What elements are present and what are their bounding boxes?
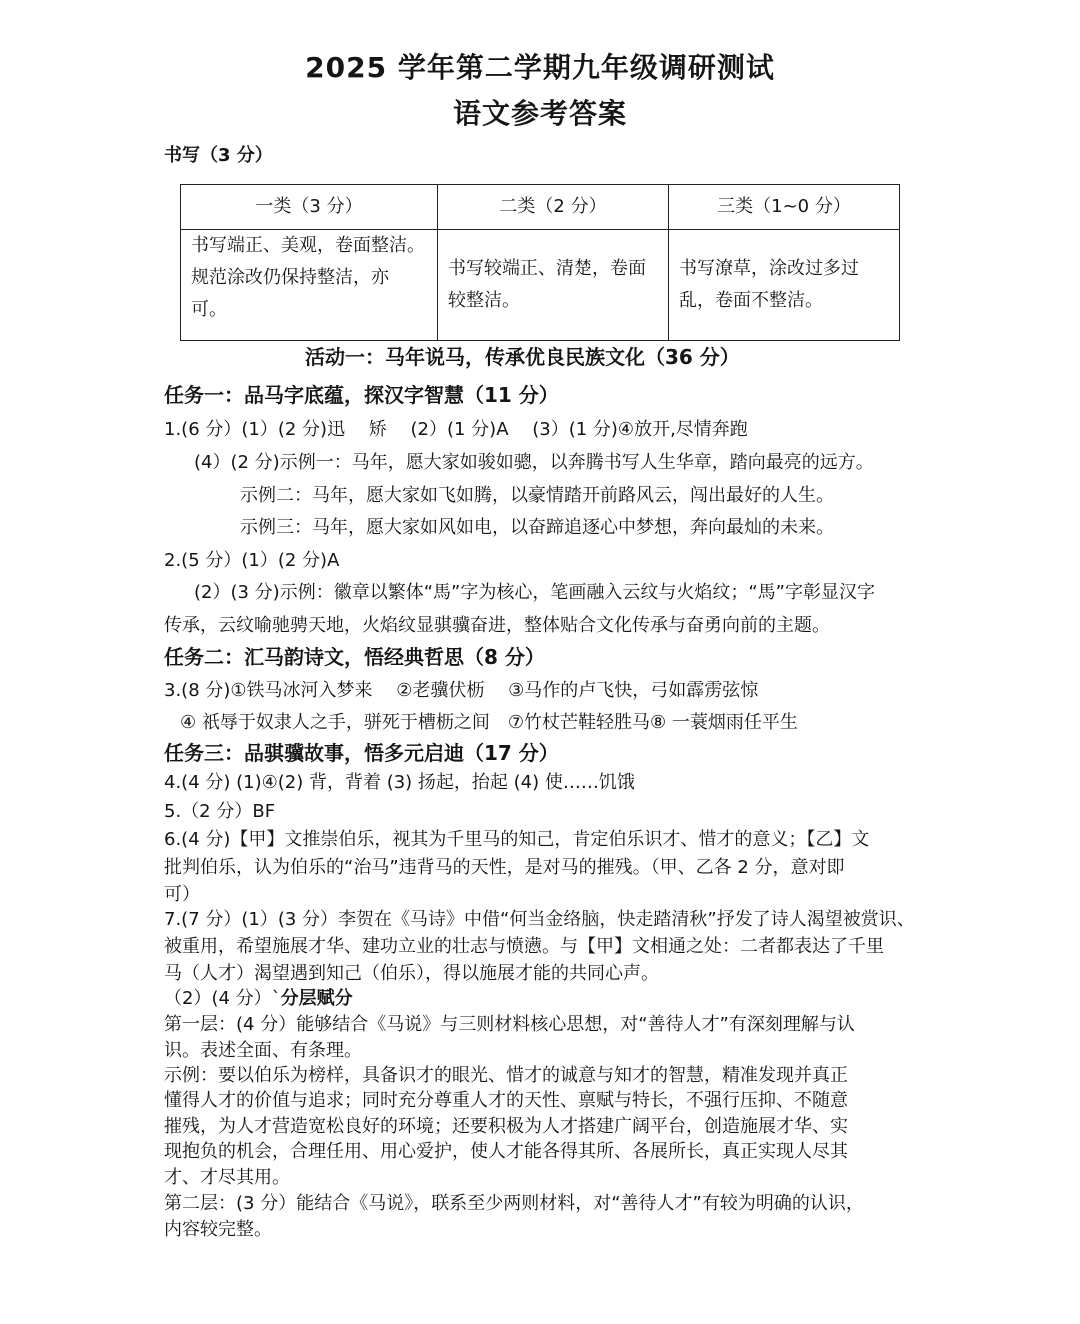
example-line: 懂得人才的价值与追求；同时充分尊重人才的天性、禀赋与特长，不强行压抑、不随意 xyxy=(164,1090,848,1111)
column-header: 一类（3 分） xyxy=(181,185,438,230)
cell-line: 可。 xyxy=(191,299,227,320)
q4-line: 4.(4 分) (1)④(2) 背，背着 (3) 扬起，抬起 (4) 使……饥饿 xyxy=(164,772,635,793)
column-header: 三类（1~0 分） xyxy=(669,185,900,230)
task1-title: 任务一：品马字底蕴，探汉字智慧（11 分） xyxy=(164,383,559,407)
example-line: 现抱负的机会，合理任用、用心爱护，使人才能各得其所、各展所长，真正实现人尽其 xyxy=(164,1141,848,1162)
cell-line: 书写潦草，涂改过多过 xyxy=(679,258,859,279)
q6-line: 批判伯乐，认为伯乐的“治马”违背马的天性，是对马的摧残。（甲、乙各 2 分，意对即 xyxy=(164,857,845,878)
q7-line: 马（人才）渴望遇到知己（伯乐），得以施展才能的共同心声。 xyxy=(164,963,659,984)
table-row xyxy=(181,230,900,341)
q3-line: 3.(8 分)①铁马冰河入梦来 ②老骥伏枥 ③马作的卢飞快，弓如霹雳弦惊 xyxy=(164,680,759,701)
q1-line: (4）(2 分)示例一：马年，愿大家如骏如骢，以奔腾书写人生华章，踏向最亮的远方。 xyxy=(194,452,874,473)
page-subtitle: 语文参考答案 xyxy=(452,97,627,130)
writing-heading: 书写（3 分） xyxy=(164,145,273,166)
q6-line: 可） xyxy=(164,884,200,905)
q1-line: 1.(6 分）(1）(2 分)迅 矫 (2）(1 分)A (3）(1 分)④放开,尽情奔跑 xyxy=(164,419,748,440)
cell-line: 较整洁。 xyxy=(448,290,520,311)
criteria-cell-1 xyxy=(181,230,438,341)
cell-line: 乱，卷面不整洁。 xyxy=(679,290,823,311)
q2-line: (2）(3 分)示例：徽章以繁体“馬”字为核心，笔画融入云纹与火焰纹；“馬”字彰显汉字 xyxy=(194,582,875,603)
q1-line: 示例三：马年，愿大家如风如电，以奋蹄追逐心中梦想，奔向最灿的未来。 xyxy=(240,517,834,538)
layer2-line: 内容较完整。 xyxy=(164,1219,272,1240)
layer1-line: 第一层：(4 分）能够结合《马说》与三则材料核心思想，对“善待人才”有深刻理解与认 xyxy=(164,1014,855,1035)
task2-title: 任务二：汇马韵诗文，悟经典哲思（8 分） xyxy=(164,645,545,669)
activity-title: 活动一：马年说马，传承优良民族文化（36 分） xyxy=(305,345,740,369)
column-header: 二类（2 分） xyxy=(438,185,669,230)
layer2-line: 第二层：(3 分）能结合《马说》，联系至少两则材料，对“善待人才”有较为明确的认识， xyxy=(164,1193,864,1214)
example-line: 示例：要以伯乐为榜样，具备识才的眼光、惜才的诚意与知才的智慧，精准发现并真正 xyxy=(164,1065,848,1086)
cell-line: 书写端正、美观，卷面整洁。 xyxy=(191,235,425,256)
example-line: 摧残，为人才营造宽松良好的环境；还要积极为人才搭建广阔平台，创造施展才华、实 xyxy=(164,1116,848,1137)
q5-line: 5.（2 分）BF xyxy=(164,801,276,822)
example-line: 才、才尽其用。 xyxy=(164,1167,290,1188)
q2-line: 2.(5 分）(1）(2 分)A xyxy=(164,550,340,571)
layer1-line: 识。表述全面、有条理。 xyxy=(164,1040,362,1061)
criteria-cell-2 xyxy=(438,230,669,341)
cell-line: 书写较端正、清楚，卷面 xyxy=(448,258,646,279)
criteria-cell-3 xyxy=(669,230,900,341)
q7-part2-label: 分层赋分 xyxy=(280,988,353,1009)
writing-grade-table xyxy=(180,184,900,341)
q2-line: 传承，云纹喻驰骋天地，火焰纹显骐骥奋进，整体贴合文化传承与奋勇向前的主题。 xyxy=(164,615,830,636)
q7-line: 7.(7 分）(1）(3 分）李贺在《马诗》中借“何当金络脑，快走踏清秋”抒发了诗人渴望被赏识、 xyxy=(164,909,915,930)
q7-part2-heading xyxy=(164,984,353,1010)
task3-title: 任务三：品骐骥故事，悟多元启迪（17 分） xyxy=(164,741,559,765)
q7-line: 被重用，希望施展才华、建功立业的壮志与愤懑。与【甲】文相通之处：二者都表达了千里 xyxy=(164,936,884,957)
q6-line: 6.(4 分)【甲】文推崇伯乐，视其为千里马的知己，肯定伯乐识才、惜才的意义；【乙】文 xyxy=(164,829,870,850)
q7-part2-prefix: （2）(4 分）` xyxy=(164,988,281,1009)
q3-line: ④ 祇辱于奴隶人之手，骈死于槽枥之间 ⑦竹杖芒鞋轻胜马⑧ 一蓑烟雨任平生 xyxy=(180,712,798,733)
cell-line: 规范涂改仍保持整洁，亦 xyxy=(191,267,389,288)
table-header-row xyxy=(181,185,900,230)
page-title: 2025 学年第二学期九年级调研测试 xyxy=(305,51,775,84)
q1-line: 示例二：马年，愿大家如飞如腾，以豪情踏开前路风云，闯出最好的人生。 xyxy=(240,485,834,506)
